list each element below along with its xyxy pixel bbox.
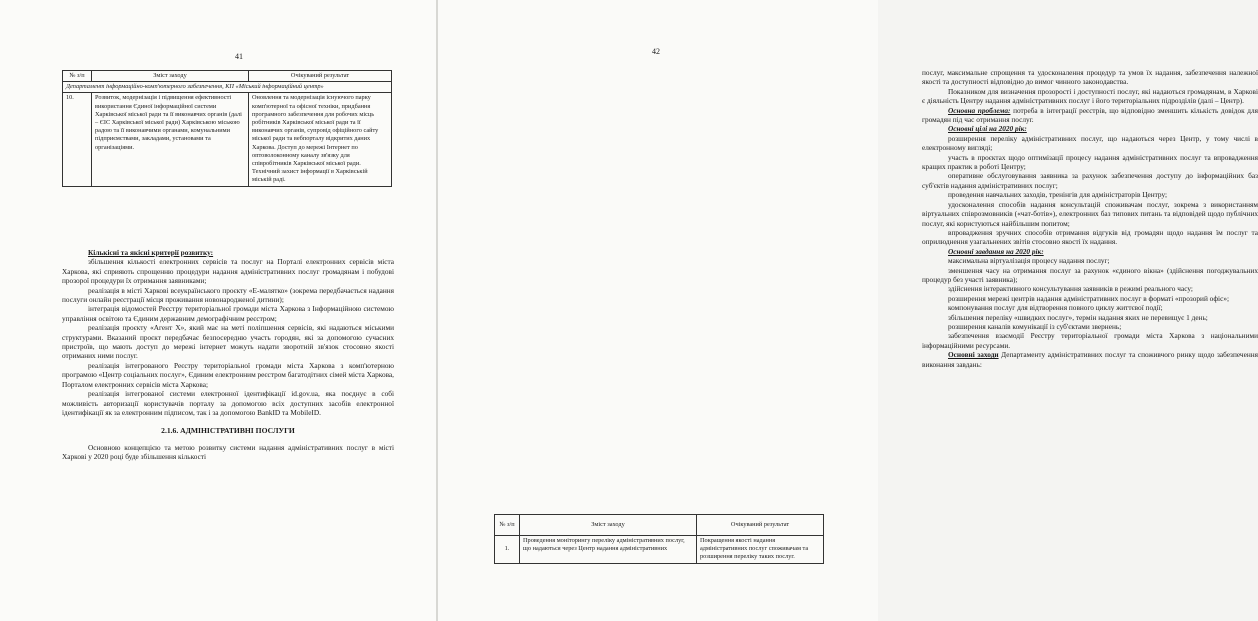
table-header-row <box>63 71 392 82</box>
task-item: розширення мережі центрів надання адміністративних послуг в форматі «прозорий офіс»; <box>948 293 1230 303</box>
measures-text: Департаменту адміністративних послуг та споживчого ринку щодо забезпечення виконання завдань: <box>922 350 1258 369</box>
task-item: збільшення переліку «швидких послуг», термін надання яких не перевищує 1 день; <box>948 312 1208 322</box>
paragraph: реалізація інтегрованого Реєстру територіальної громади міста Харкова з комп'ютерною програмою «Центр соціальних послуг», Єдиним електронним реєстром багатодітних сімей міста Харкова, Порталом електронних сервісів міста Харкова; <box>62 360 394 389</box>
paragraph: реалізація проєкту «Агент Х», який має на меті поліпшення сервісів, які надаються міськими структурами. Вказаний проєкт передбачає безпосередню участь городян, які за допомогою сучасних пристроїв, що мають доступ до мережі інтернет можуть надати зворотній зв'язок стосовно якості отриманих ними послуг. <box>62 323 394 361</box>
row-number: 1. <box>495 536 520 564</box>
task-item: здійснення інтерактивного консультування заявників в режимі реального часу; <box>948 284 1193 294</box>
table-row <box>63 93 392 186</box>
paragraph: реалізація в місті Харкові всеукраїнського проєкту «Е-малятко» (зокрема передбачається надання послуги онлайн реєстрації місця проживання новонародженої дитини); <box>62 285 394 305</box>
expected-result: Покращення якості надання адміністративних послуг споживачам та розширення переліку таких послуг. <box>697 536 824 564</box>
column-header: Очікуваний результат <box>697 515 824 536</box>
goal-item: розширення переліку адміністративних послуг, що надаються через Центр, у тому числі в електронному вигляді; <box>922 133 1258 153</box>
task-item: зменшення часу на отримання послуг за рахунок «єдиного вікна» (здійснення погоджувальних процедур без участі заявника); <box>922 265 1258 284</box>
goal-item: проведення навчальних заходів, тренінгів для адміністраторів Центру; <box>948 190 1168 200</box>
column-header: Зміст заходу <box>92 71 249 82</box>
measures-paragraph <box>922 350 1258 369</box>
problem-text: потреба в інтеграції реєстрів, що відповідно зменшить кількість довідок для громадян під час отримання послуг. <box>922 105 1258 125</box>
measure-content: Розвиток, модернізація і підвищення ефективності використання Єдиної інформаційної системи Харківської міської ради та її виконавчих органів (далі – ЄІС Харківської міської ради) Харківською міською радою та її виконавчими органами, комунальними підприємствами, закладами, установами та організаціями. <box>92 93 249 186</box>
goal-item: оперативне обслуговування заявника за рахунок забезпечення доступу до інформаційних баз суб'єктів надання адміністративних послуг; <box>922 171 1258 190</box>
table-section-row <box>63 82 392 93</box>
measure-content: Проведення моніторингу переліку адміністративних послуг, що надаються через Центр надання адміністративних <box>520 536 697 564</box>
row-number: 10. <box>63 93 92 186</box>
column-header: № з/п <box>63 71 92 82</box>
task-item: максимальна віртуалізація процесу надання послуг; <box>948 256 1110 266</box>
table-row <box>495 536 824 564</box>
goal-item: удосконалення способів надання консультацій споживачам послуг, зокрема з використанням віртуальних співрозмовників («чат-ботів»), електронних баз типових питань та відповідей щодо публічних послуг, які користуються найбільшим попитом; <box>922 199 1258 228</box>
right-body-text <box>922 68 1258 369</box>
paragraph: послуг, максимальне спрощення та удосконалення процедур та умов їх надання, забезпечення належної якості та доступності відповідно до вимог чинного законодавства. <box>922 68 1258 87</box>
goals-title: Основні цілі на 2020 рік: <box>948 124 1027 134</box>
task-item: розширення каналів комунікації із суб'єктами звернень; <box>948 321 1122 331</box>
task-item: забезпечення взаємодії Реєстру територіальної громади міста Харкова з національними інформаційними ресурсами. <box>922 331 1258 350</box>
criteria-title: Кількісні та якісні критерії розвитку: <box>88 248 214 257</box>
goal-item: впровадження зручних способів отримання відгуків від громадян щодо надання їм послуг та оприлюднення узагальнених звітів стосовно якості їх надання. <box>922 227 1258 247</box>
right-page <box>438 0 1258 621</box>
left-page <box>0 0 436 621</box>
tasks-title: Основні завдання на 2020 рік: <box>948 246 1044 256</box>
expected-result: Оновлення та модернізація існуючого парку комп'ютерної та офісної техніки, придбання програмного забезпечення для робочих місць робітників Харківської міської ради та її виконавчих органів, супровід офіційного сайту міської ради та вебпорталу відкритих даних Харкова. Доступ до мережі Інтернет по оптоволоконному каналу зв'язку для співробітників Харківської міської ради. Технічний захист інформації в Харківській міській раді. <box>249 93 392 186</box>
problem-label: Основна проблема: <box>948 105 1011 115</box>
goal-item: участь в проєктах щодо оптимізації процесу надання адміністративних послуг та впровадження кращих практик в роботі Центру; <box>922 152 1258 172</box>
problem-paragraph <box>922 106 1258 125</box>
section-heading: 2.1.6. АДМІНІСТРАТИВНІ ПОСЛУГИ <box>161 426 295 436</box>
paragraph: Показником для визначення прозорості і доступності послуг, які надаються громадянам, в Харкові є діяльність Центру надання адміністративних послуг і його територіальних підрозділів (далі – Центр). <box>922 86 1258 106</box>
table-header-row <box>495 515 824 536</box>
paragraph: збільшення кількості електронних сервісів та послуг на Порталі електронних сервісів міста Харкова, які сприяють спрощенню процедури надання адміністративних послуг громадянам і побудові прозорої процедури їх отримання заявниками; <box>62 257 394 286</box>
paragraph: реалізація інтегрованої системи електронної ідентифікації id.gov.ua, яка поєднує в собі можливість авторизації користувачів порталу за допомогою всіх доступних засобів електронної ідентифікації як за електронним підписом, так і за допомогою BankID та MobileID. <box>62 389 394 417</box>
measures-table <box>494 514 824 564</box>
column-header: Очікуваний результат <box>249 71 392 82</box>
column-header: Зміст заходу <box>520 515 697 536</box>
department-label: Департамент інформаційно-комп'ютерного забезпечення, КП «Міський інформаційний центр» <box>63 82 392 93</box>
paragraph: інтеграція відомостей Реєстру територіальної громади міста Харкова з Інформаційною системою управління освітою та Єдиним державним демографічним реєстром; <box>62 304 394 323</box>
page-number: 42 <box>652 47 660 56</box>
task-item: компонування послуг для відтворення повного циклу життєвої події; <box>948 303 1163 313</box>
paragraph: Основною концепцією та метою розвитку системи надання адміністративних послуг в місті Харкові у 2020 році буде збільшення кількості <box>62 442 394 462</box>
column-header: № з/п <box>495 515 520 536</box>
page-number: 41 <box>235 52 243 61</box>
measures-table <box>62 70 392 187</box>
measures-label: Основні заходи <box>948 350 999 360</box>
left-body-text <box>62 248 394 462</box>
